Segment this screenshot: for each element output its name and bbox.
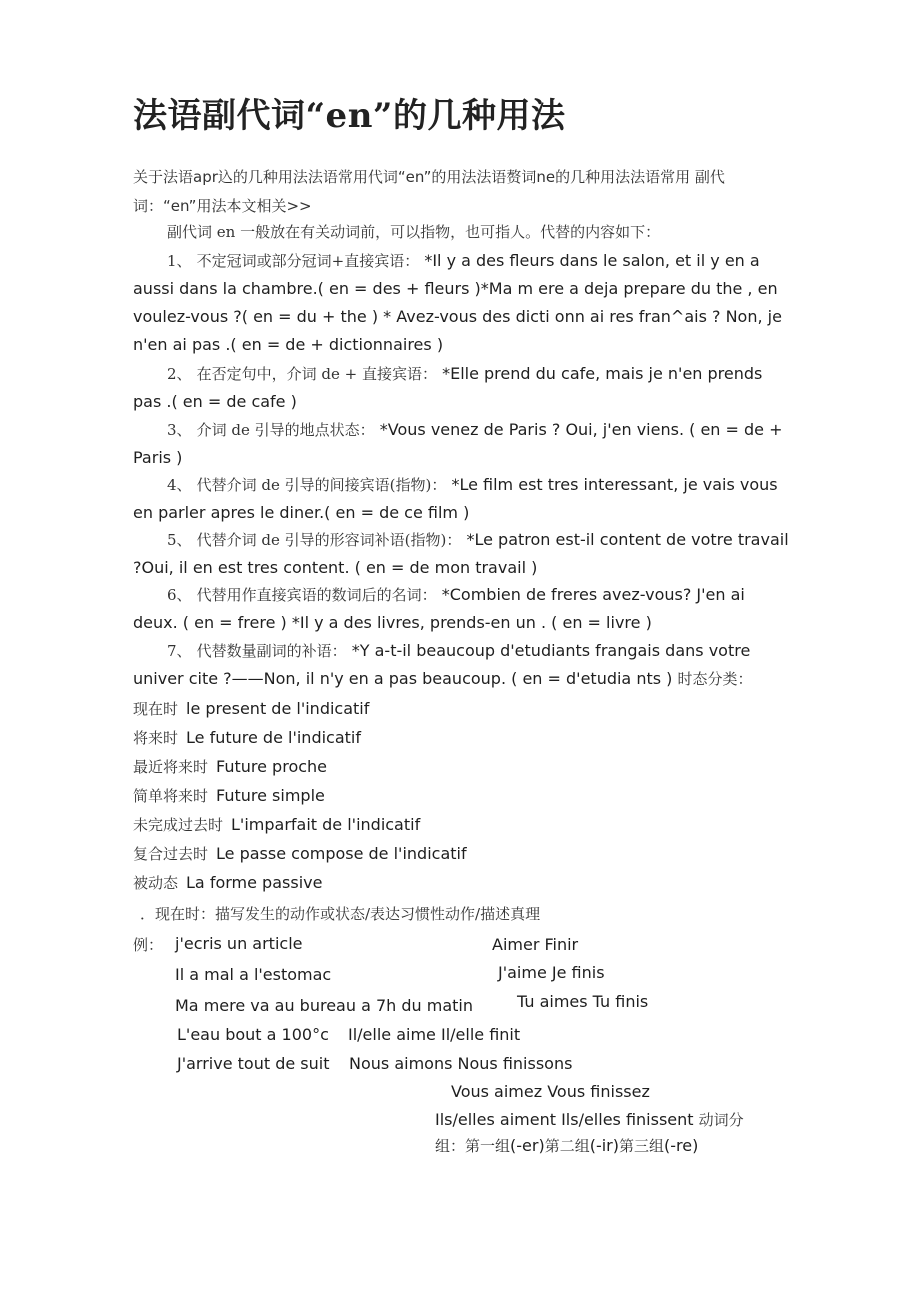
tense-cn: 现在时 [133, 700, 179, 718]
present-tense-heading: ．现在时：描写发生的动作或状态/表达习惯性动作/描述真理 [140, 905, 541, 923]
tense-row [133, 786, 325, 806]
intro-related-links[interactable]: 关于法语apr込的几种用法法语常用代词“en”的用法法语赘词ne的几种用法法语常用 副代词：“en”用法本文相关>> [133, 168, 725, 215]
item-label: 代替用作直接宾语的数词后的名词： [196, 586, 437, 604]
item-example: *Y a-t-il beaucoup d'etudiants frangais dans votre univer cite ?——Non, il n'y en a pas beaucoup. ( en = d'etudia nts ) [133, 641, 751, 688]
example-sentence: J'arrive tout de suit [177, 1054, 330, 1073]
conjugation-row: Nous aimons Nous finissons [349, 1054, 573, 1073]
tense-row [133, 873, 322, 893]
page-title: 法语副代词“en”的几种用法 [133, 96, 566, 136]
item-number: 7、 [167, 642, 192, 660]
item-label: 代替介词 de 引导的间接宾语(指物)： [196, 476, 447, 494]
verb-group-suffix: (-er) [510, 1136, 545, 1155]
tense-row [133, 728, 361, 748]
tense-cn: 未完成过去时 [133, 816, 224, 834]
conjugation-row: Vous aimez Vous finissez [451, 1082, 650, 1101]
item-number: 2、 [167, 365, 192, 383]
tense-classification-heading: 时态分类： [677, 670, 753, 688]
conjugation-row-last [435, 1110, 744, 1130]
verb-group-suffix: (-ir) [589, 1136, 619, 1155]
item-number: 3、 [167, 421, 192, 439]
conjugation-header: Aimer Finir [492, 935, 579, 954]
item-label: 代替介词 de 引导的形容词补语(指物)： [196, 531, 462, 549]
item-example: *Il y a des fleurs dans le salon, et il y en a aussi dans la chambre.( en = des + fleurs )*Ma m ere a deja prepare du the , en voulez-vous ?( en = du + the ) * Avez-vous des dicti onn ai res fran^ais ? Non, je n'en ai pas .( en = de + dictionnaires ) [133, 251, 782, 354]
usage-item [133, 360, 793, 416]
item-label: 介词 de 引导的地点状态： [196, 421, 375, 439]
verb-group-label: 第三组 [619, 1137, 665, 1155]
conjugation-row: J'aime Je finis [498, 963, 605, 982]
verb-groups-line [435, 1136, 698, 1156]
tense-row [133, 699, 369, 719]
item-example: *Le film est tres interessant, je vais vous en parler apres le diner.( en = de ce film ) [133, 475, 778, 522]
item-label: 在否定句中，介词 de + 直接宾语： [196, 365, 437, 383]
usage-item [133, 581, 793, 637]
usage-item [133, 637, 793, 693]
tense-cn: 将来时 [133, 729, 179, 747]
item-number: 6、 [167, 586, 192, 604]
conjugation-row: Tu aimes Tu finis [517, 992, 649, 1011]
example-sentence: Il a mal a l'estomac [175, 965, 332, 984]
item-number: 1、 [167, 252, 192, 270]
item-example: *Combien de freres avez-vous? J'en ai deux. ( en = frere ) *Il y a des livres, prends-en un . ( en = livre ) [133, 585, 745, 632]
item-label: 不定冠词或部分冠词+直接宾语： [196, 252, 420, 270]
usage-item [133, 247, 793, 359]
example-sentence: j'ecris un article [175, 934, 303, 953]
tense-cn: 简单将来时 [133, 787, 209, 805]
tense-fr: Future proche [216, 757, 328, 776]
tense-cn: 被动态 [133, 874, 179, 892]
tense-fr: Future simple [216, 786, 325, 805]
tense-fr: L'imparfait de l'indicatif [231, 815, 421, 834]
example-label: 例： [133, 936, 164, 954]
verb-group-suffix: (-re) [664, 1136, 699, 1155]
conjugation-row: Ils/elles aiment Ils/elles finissent [435, 1110, 694, 1129]
item-label: 代替数量副词的补语： [196, 642, 347, 660]
item-example: *Elle prend du cafe, mais je n'en prends pas .( en = de cafe ) [133, 364, 763, 411]
item-example: *Vous venez de Paris ? Oui, j'en viens. ( en = de + Paris ) [133, 420, 783, 467]
tense-row [133, 757, 327, 777]
usage-item [133, 526, 793, 582]
item-number: 5、 [167, 531, 192, 549]
item-example: *Le patron est-il content de votre travail ?Oui, il en est tres content. ( en = de mon travail ) [133, 530, 789, 577]
usage-item [133, 416, 793, 472]
example-sentence: L'eau bout a 100°c [177, 1025, 329, 1044]
tense-fr: Le passe compose de l'indicatif [216, 844, 467, 863]
item-number: 4、 [167, 476, 192, 494]
conjugation-row: Il/elle aime Il/elle finit [348, 1025, 521, 1044]
example-sentence: Ma mere va au bureau a 7h du matin [175, 996, 473, 1015]
tense-fr: le present de l'indicatif [186, 699, 370, 718]
tense-cn: 复合过去时 [133, 845, 209, 863]
tense-row [133, 815, 420, 835]
verb-group-label: 组：第一组 [435, 1137, 511, 1155]
lead-text: 副代词 en 一般放在有关动词前，可以指物，也可指人。代替的内容如下： [167, 223, 661, 241]
verb-group-heading: 动词分 [698, 1111, 744, 1129]
lead-paragraph [133, 218, 793, 246]
tense-fr: Le future de l'indicatif [186, 728, 361, 747]
tense-row [133, 844, 467, 864]
tense-cn: 最近将来时 [133, 758, 209, 776]
tense-fr: La forme passive [186, 873, 323, 892]
verb-group-label: 第二组 [544, 1137, 590, 1155]
usage-item [133, 471, 793, 527]
